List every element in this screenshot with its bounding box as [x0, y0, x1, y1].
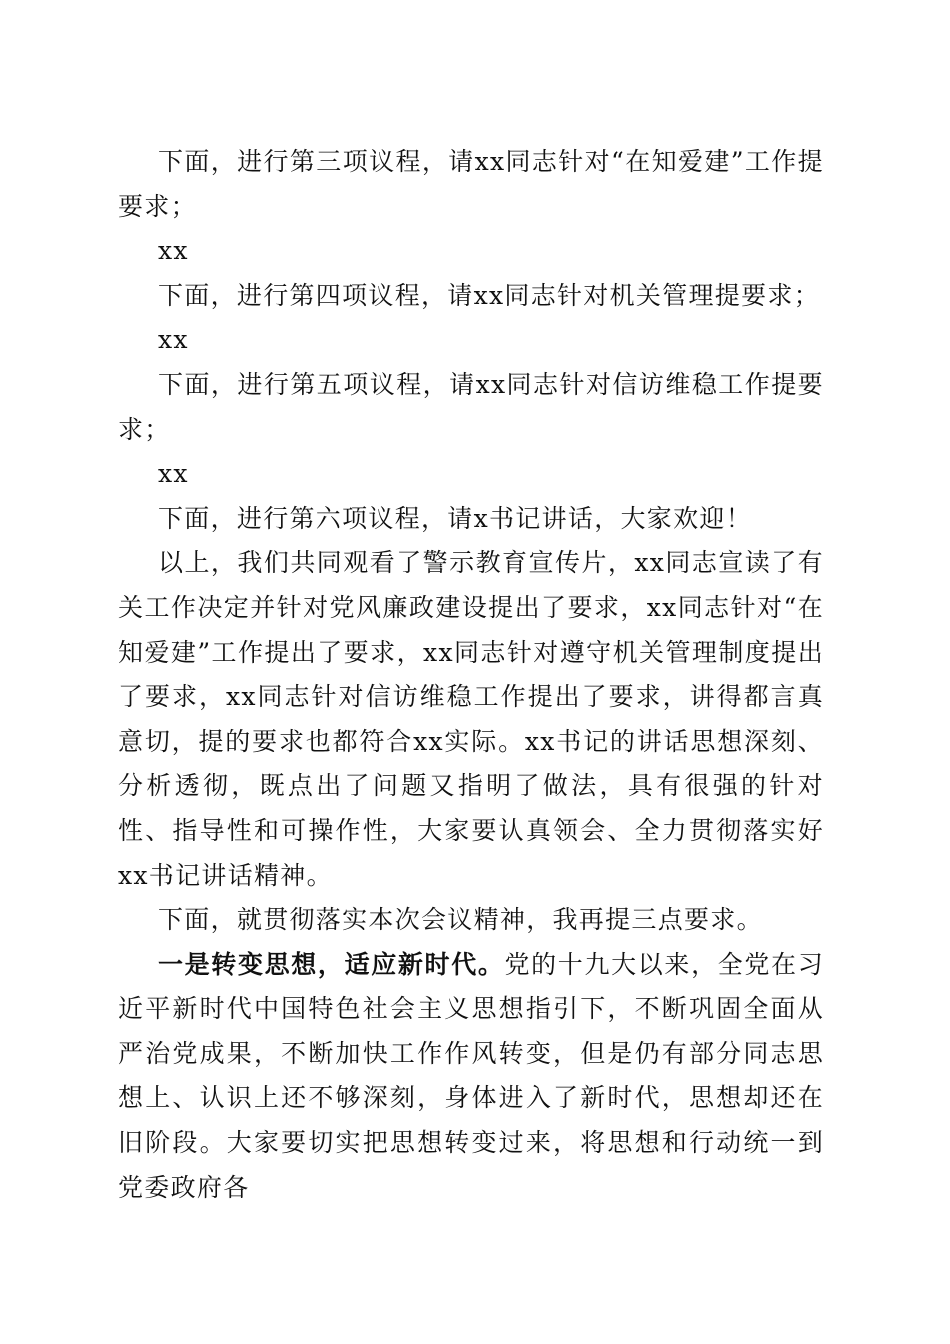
point-one-heading: 一是转变思想，适应新时代。 — [158, 949, 505, 979]
paragraph-agenda-5: 下面，进行第五项议程，请xx同志针对信访维稳工作提要求； — [118, 369, 824, 444]
paragraph-agenda-3: 下面，进行第三项议程，请xx同志针对“在知爱建”工作提要求； — [118, 147, 824, 221]
paragraph-point-one — [118, 943, 824, 1211]
paragraph-agenda-6: 下面，进行第六项议程，请x书记讲话，大家欢迎！ — [158, 503, 753, 533]
paragraph-requirements-intro: 下面，就贯彻落实本次会议精神，我再提三点要求。 — [158, 905, 763, 935]
point-one-body: 党的十九大以来，全党在习近平新时代中国特色社会主义思想指引下，不断巩固全面从严治党成果，不断加快工作作风转变，但是仍有部分同志思想上、认识上还不够深刻，身体进入了新时代，思想却还在旧阶段。大家要切实把思想转变过来，将思想和行动统一到党委政府各 — [118, 949, 824, 1202]
paragraph-speaker-placeholder: xx — [158, 325, 189, 355]
paragraph-agenda-4: 下面，进行第四项议程，请xx同志针对机关管理提要求； — [158, 280, 821, 310]
paragraph-summary: 以上，我们共同观看了警示教育宣传片，xx同志宣读了有关工作决定并针对党风廉政建设提出了要求，xx同志针对“在知爱建”工作提出了要求，xx同志针对遵守机关管理制度提出了要求，xx同志针对信访维稳工作提出了要求，讲得都言真意切，提的要求也都符合xx实际。xx书记的讲话思想深刻、分析透彻，既点出了问题又指明了做法，具有很强的针对性、指导性和可操作性，大家要认真领会、全力贯彻落实好xx书记讲话精神。 — [118, 548, 824, 890]
paragraph-speaker-placeholder: xx — [158, 236, 189, 266]
paragraph-speaker-placeholder: xx — [158, 459, 189, 489]
document-body — [118, 140, 824, 1210]
